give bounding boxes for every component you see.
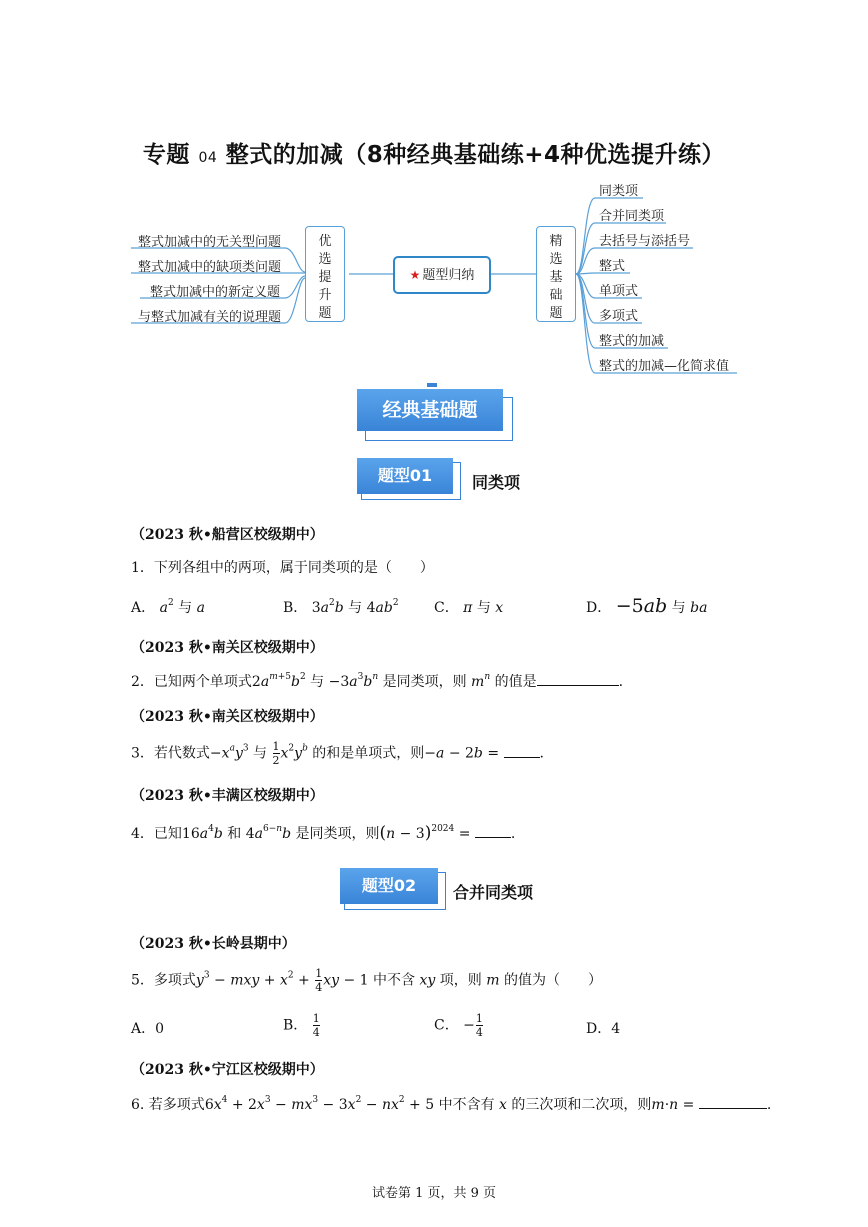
mindmap-center-label: 题型归纳: [422, 268, 475, 283]
q1-option-c: C． π 与 x: [434, 600, 504, 616]
q5-option-b: [283, 1012, 321, 1039]
right-label-char: 基: [549, 270, 563, 285]
mindmap-right-item: 整式: [599, 259, 626, 274]
left-label-char: 优: [318, 234, 332, 249]
section-banner: [357, 389, 507, 435]
type02-title: 合并同类项: [453, 883, 534, 902]
q3-text: 的和是单项式，则: [312, 745, 425, 762]
q5-text: 5．多项式: [131, 972, 196, 989]
question-source: （2023 秋•宁江区校级期中）: [131, 1062, 324, 1078]
q5-text: 中不含: [373, 972, 416, 989]
type01-title: 同类项: [472, 473, 521, 492]
left-label-char: 升: [318, 288, 332, 303]
title-number: 04: [198, 150, 218, 166]
fraction: $\frac{1}{4}$: [475, 1012, 483, 1039]
question-5: 5．多项式$y^3$ − mxy + $x^2$ + $\frac{1}{4}$ xy − 1 中不含 xy 项，则 m 的值为（ ）: [131, 967, 602, 994]
section-banner-label: 经典基础题: [357, 389, 503, 431]
q5-text: 项，则: [439, 972, 482, 989]
q6-text: 6. 若多项式: [131, 1097, 205, 1113]
option-label: D．: [586, 600, 612, 616]
left-label-char: 选: [318, 252, 332, 267]
title-main: 整式的加减（8种经典基础练+4种优选提升练）: [225, 142, 726, 168]
q4-text: 4．已知: [131, 826, 182, 842]
mindmap-right-item: 去括号与添括号: [599, 234, 691, 249]
mindmap-right-item: 整式的加减: [599, 334, 665, 349]
q5-option-a: A．0: [131, 1021, 165, 1037]
mindmap-right-category: [536, 226, 576, 322]
mindmap-left-category: [305, 226, 345, 322]
mindmap-right-item: 多项式: [599, 309, 639, 324]
left-label-char: 提: [318, 270, 332, 285]
left-label-char: 题: [318, 306, 332, 321]
q5-option-d: D．4: [586, 1021, 621, 1037]
mindmap-left-item: 与整式加减有关的说理题: [138, 310, 282, 325]
mindmap-right-item: 合并同类项: [599, 209, 665, 224]
option-label: C．: [434, 1017, 459, 1034]
mindmap-left-item: 整式加减中的新定义题: [150, 285, 281, 300]
option-label: C．: [434, 600, 459, 616]
right-label-char: 精: [549, 234, 563, 249]
page-footer: 试卷第 1 页，共 9 页: [371, 1186, 497, 1201]
option-label: B．: [283, 600, 308, 616]
type02-badge: [340, 868, 444, 906]
banner-decoration: [427, 383, 437, 387]
right-label-char: 题: [549, 306, 563, 321]
fraction: $\frac{1}{4}$: [315, 967, 323, 994]
mindmap-right-item: 单项式: [599, 284, 639, 299]
q3-text: 3．若代数式: [131, 745, 210, 762]
q5-option-c: C． − $\frac{1}{4}$: [434, 1012, 483, 1039]
question-6: 6. 若多项式$6x^4 + 2x^3 - mx^3 - 3x^2 - nx^2 + 5$ 中不含有 x 的三次项和二次项，则m·n = .: [131, 1095, 772, 1113]
question-source: （2023 秋•船营区校级期中）: [131, 527, 324, 543]
right-label-char: 选: [549, 252, 563, 267]
mindmap-right-item: 同类项: [599, 184, 639, 199]
question-2: 2．已知两个单项式$2a^{m+5}b^2$ 与 $-3a^3b^n$ 是同类项，则 $m^n$ 的值是 .: [131, 672, 624, 690]
fraction: $\frac{1}{2}$: [272, 740, 280, 767]
q2-text: 是同类项，则: [382, 674, 467, 690]
q2-text: 的值是: [494, 674, 537, 690]
question-source: （2023 秋•南关区校级期中）: [131, 709, 324, 725]
question-3: 3．若代数式$-x^ay^3$ 与 $\frac{1}{2}$ $x^2y^b$ 的和是单项式，则−a − 2b = .: [131, 740, 544, 767]
question-source: （2023 秋•丰满区校级期中）: [131, 788, 324, 804]
star-icon: ★: [409, 268, 421, 282]
q6-text: 中不含有: [438, 1097, 495, 1113]
mindmap-center: [393, 256, 491, 294]
answer-blank[interactable]: [504, 757, 540, 758]
question-source: （2023 秋•南关区校级期中）: [131, 640, 324, 656]
q1-option-d: D． −5ab 与 ba: [586, 595, 708, 617]
mindmap-left-item: 整式加减中的无关型问题: [138, 235, 282, 250]
q5-text: 的值为（ ）: [503, 972, 602, 989]
answer-blank[interactable]: [699, 1108, 767, 1109]
q4-text: 是同类项，则: [295, 826, 380, 842]
question-4: 4．已知$16a^4b$ 和 $4a^{6-n}b$ 是同类项，则$(n - 3)^{2024}$ = .: [131, 823, 516, 843]
mindmap-right-item: 整式的加减—化简求值: [599, 359, 730, 374]
mindmap-left-item: 整式加减中的缺项类问题: [138, 260, 282, 275]
question-1: 1．下列各组中的两项，属于同类项的是（ ）: [131, 560, 434, 576]
answer-blank[interactable]: [537, 685, 619, 686]
right-label-char: 础: [549, 288, 563, 303]
answer-blank[interactable]: [475, 837, 511, 838]
q6-text: 的三次项和二次项，则: [511, 1097, 652, 1113]
option-label: B．: [283, 1017, 308, 1034]
type01-badge-label: 题型01: [357, 458, 453, 494]
option-label: A．: [131, 600, 156, 616]
question-source: （2023 秋•长岭县期中）: [131, 936, 296, 952]
q4-text: 和: [227, 826, 242, 842]
type01-badge: [357, 458, 457, 496]
type02-badge-label: 题型02: [340, 868, 438, 904]
q2-text: 2．已知两个单项式: [131, 674, 252, 690]
mindmap-lines: [0, 0, 868, 380]
q1-option-a: A． $a^2$ 与 a: [131, 598, 205, 616]
fraction: $\frac{1}{4}$: [312, 1012, 320, 1039]
title-prefix: 专题: [142, 142, 190, 168]
q1-option-b: B． $3a^2b$ 与 $4ab^2$: [283, 598, 399, 616]
